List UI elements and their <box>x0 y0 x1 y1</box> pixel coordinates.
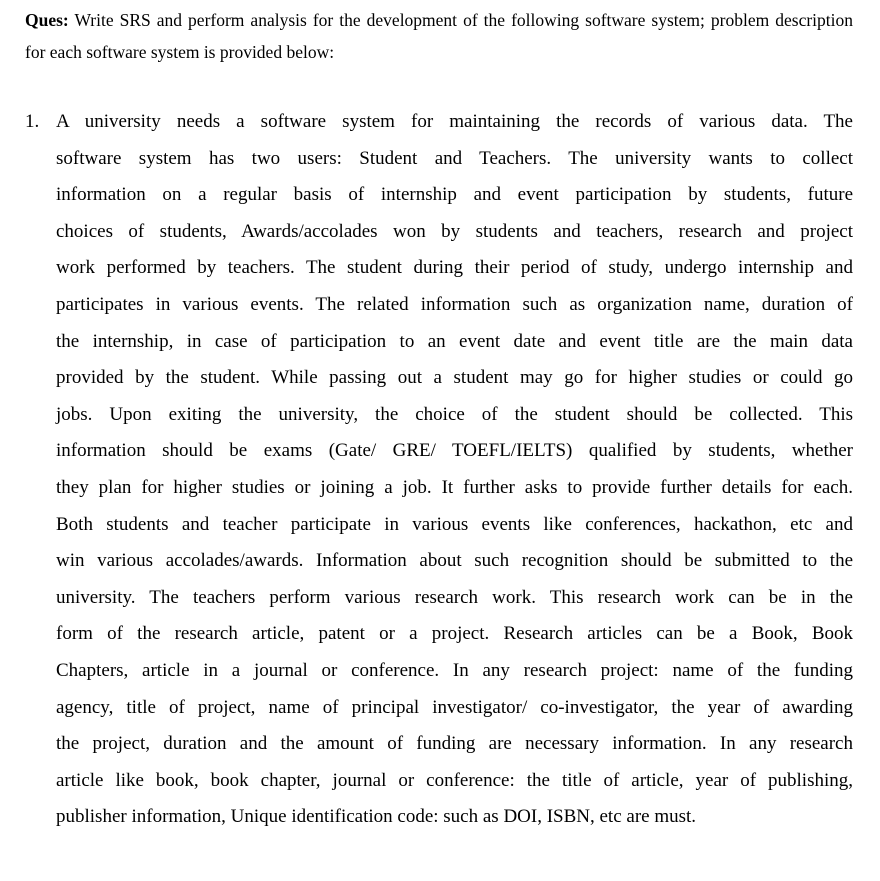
paragraph-line: choices of students, Awards/accolades won by students and teachers, research and project <box>56 220 853 242</box>
question-label: Ques: <box>25 10 69 30</box>
question-text: Write SRS and perform analysis for the development of the following software system; problem description for each software system is provided below: <box>25 10 853 62</box>
paragraph-line: article like book, book chapter, journal or conference: the title of article, year of publishing, <box>56 769 853 791</box>
paragraph-line: Chapters, article in a journal or conference. In any research project: name of the funding <box>56 659 853 681</box>
paragraph-line: A university needs a software system for maintaining the records of various data. The <box>56 111 853 132</box>
paragraph-line: jobs. Upon exiting the university, the choice of the student should be collected. This <box>56 403 853 425</box>
list-item <box>25 104 853 836</box>
paragraph-line: information should be exams (Gate/ GRE/ TOEFL/IELTS) qualified by students, whether <box>56 440 853 462</box>
paragraph-line: the project, duration and the amount of funding are necessary information. In any research <box>56 733 853 755</box>
paragraph-line: Both students and teacher participate in various events like conferences, hackathon, etc and <box>56 513 853 535</box>
paragraph-line: university. The teachers perform various research work. This research work can be in the <box>56 586 853 608</box>
paragraph-line: information on a regular basis of internship and event participation by students, future <box>56 184 853 206</box>
paragraph-line: the internship, in case of participation to an event date and event title are the main data <box>56 330 853 352</box>
paragraph-line: software system has two users: Student and Teachers. The university wants to collect <box>56 147 853 169</box>
paragraph-line: work performed by teachers. The student during their period of study, undergo internship and <box>56 257 853 279</box>
list-item-number: 1. <box>25 111 40 132</box>
paragraph-line: they plan for higher studies or joining a job. It further asks to provide further details for each. <box>56 476 853 498</box>
paragraph-line: participates in various events. The related information such as organization name, duration of <box>56 293 853 315</box>
paragraph-line: agency, title of project, name of principal investigator/ co-investigator, the year of awarding <box>56 696 853 718</box>
paragraph-line: publisher information, Unique identification code: such as DOI, ISBN, etc are must. <box>56 806 697 828</box>
list-item-paragraph <box>56 104 853 836</box>
paragraph-line: form of the research article, patent or a project. Research articles can be a Book, Book <box>56 623 853 645</box>
paragraph-line: win various accolades/awards. Information about such recognition should be submitted to the <box>56 550 853 572</box>
paragraph-line: provided by the student. While passing out a student may go for higher studies or could go <box>56 367 853 389</box>
question-paragraph <box>25 4 853 68</box>
